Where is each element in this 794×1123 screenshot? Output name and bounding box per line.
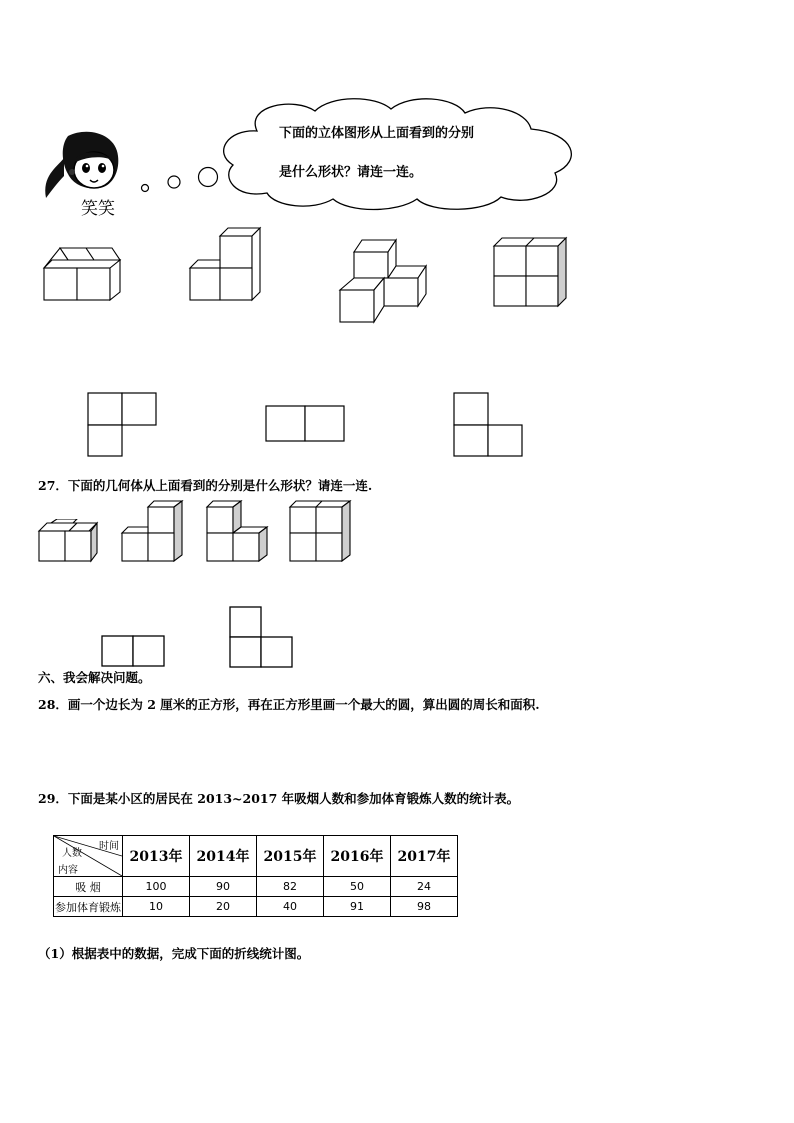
q27-solid-figure-d xyxy=(288,499,352,563)
year-header: 2017年 xyxy=(391,836,458,877)
question-29-text: 29．下面是某小区的居民在 2013~2017 年吸烟人数和参加体育锻炼人数的统计表。 xyxy=(38,791,520,806)
table-row xyxy=(54,897,458,917)
table-header-row xyxy=(54,836,458,877)
q27-solid-figure-c xyxy=(205,499,269,563)
year-header: 2016年 xyxy=(324,836,391,877)
bubble-text-line2: 是什么形状？请连一连。 xyxy=(279,165,423,180)
statistics-table xyxy=(53,835,458,917)
solid-figure-c xyxy=(338,236,430,326)
question-29-sub1: （1）根据表中的数据，完成下面的折线统计图。 xyxy=(38,946,310,961)
table-cell: 50 xyxy=(324,877,391,897)
q27-solid-figure-b xyxy=(120,499,184,563)
table-cell: 91 xyxy=(324,897,391,917)
table-cell: 90 xyxy=(190,877,257,897)
table-cell: 24 xyxy=(391,877,458,897)
year-header: 2013年 xyxy=(123,836,190,877)
girl-name-label: 笑笑 xyxy=(81,199,115,219)
q27-top-view-option-2 xyxy=(229,606,295,670)
table-cell: 98 xyxy=(391,897,458,917)
solid-figure-d xyxy=(490,236,570,308)
year-header: 2015年 xyxy=(257,836,324,877)
table-cell: 10 xyxy=(123,897,190,917)
solid-figure-b xyxy=(188,226,268,302)
top-view-option-1 xyxy=(87,392,159,458)
solid-figure-a xyxy=(40,240,130,305)
bubble-text-line1: 下面的立体图形从上面看到的分别 xyxy=(279,126,475,141)
q27-solid-figure-a xyxy=(37,519,101,563)
table-corner-cell xyxy=(54,836,123,877)
row-label: 吸 烟 xyxy=(54,877,123,897)
section-6-title: 六、我会解决问题。 xyxy=(38,670,151,685)
table-row xyxy=(54,877,458,897)
q27-top-view-option-1 xyxy=(101,635,167,669)
corner-label-time: 时间 xyxy=(99,841,119,852)
question-27-text: 27．下面的几何体从上面看到的分别是什么形状？请连一连. xyxy=(38,478,373,493)
corner-label-count: 人数 xyxy=(62,848,82,859)
table-cell: 82 xyxy=(257,877,324,897)
top-view-option-2 xyxy=(265,405,347,443)
table-cell: 100 xyxy=(123,877,190,897)
question-28-text: 28．画一个边长为 2 厘米的正方形，再在正方形里画一个最大的圆，算出圆的周长和面积. xyxy=(38,697,540,712)
top-view-option-3 xyxy=(453,392,525,458)
row-label: 参加体育锻炼 xyxy=(54,897,123,917)
table-cell: 40 xyxy=(257,897,324,917)
year-header: 2014年 xyxy=(190,836,257,877)
table-cell: 20 xyxy=(190,897,257,917)
corner-label-content: 内容 xyxy=(58,865,78,876)
thought-bubble xyxy=(135,95,585,215)
